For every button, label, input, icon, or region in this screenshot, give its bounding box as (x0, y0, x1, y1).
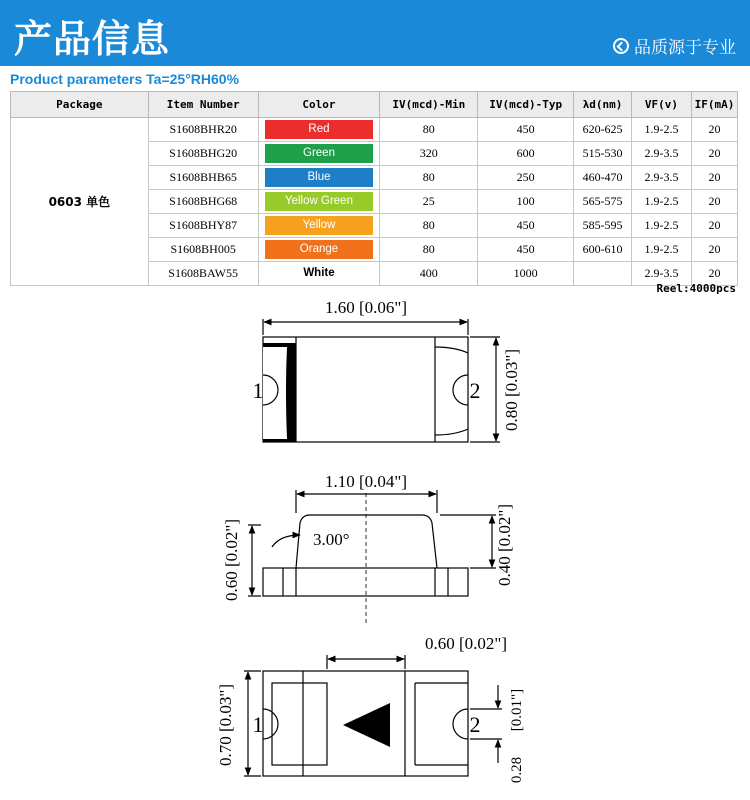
bottom-pad-2-label: 2 (469, 712, 481, 737)
column-header: Item Number (148, 92, 258, 118)
item-number-cell: S1608BHG20 (148, 142, 258, 166)
page-title: 产品信息 (14, 17, 171, 61)
color-cell (258, 118, 380, 142)
column-header: Package (11, 92, 149, 118)
color-cell (258, 214, 380, 238)
header-subtitle-text: 品质源于专业 (634, 38, 736, 58)
vf-cell: 1.9-2.5 (632, 118, 692, 142)
wavelength-cell: 565-575 (574, 190, 632, 214)
params-title: Product parameters Ta=25°RH60% (10, 71, 240, 87)
bottom-pad-gap-label: 0.28 (509, 756, 525, 784)
params-table (10, 91, 738, 286)
wavelength-cell: 620-625 (574, 118, 632, 142)
iv-min-cell: 400 (380, 262, 478, 286)
column-header: IV(mcd)-Typ (478, 92, 574, 118)
top-length-label: 1.60 [0.06"] (324, 298, 408, 317)
vf-cell: 2.9-3.5 (632, 142, 692, 166)
color-swatch: Blue (265, 168, 374, 187)
side-height-label: 0.60 [0.02"] (222, 518, 241, 602)
if-cell: 20 (691, 238, 737, 262)
item-number-cell: S1608BHB65 (148, 166, 258, 190)
top-width-label: 0.80 [0.03"] (502, 348, 521, 432)
column-header: IF(mA) (691, 92, 737, 118)
side-body-height-label: 0.40 [0.02"] (495, 503, 514, 587)
iv-typ-cell: 1000 (478, 262, 574, 286)
table-row (11, 118, 738, 142)
iv-min-cell: 80 (380, 118, 478, 142)
side-angle-label: 3.00° (313, 530, 350, 549)
bottom-pad-1-label: 1 (252, 712, 264, 737)
iv-min-cell: 25 (380, 190, 478, 214)
if-cell: 20 (691, 118, 737, 142)
color-swatch: White (265, 264, 374, 283)
vf-cell: 2.9-3.5 (632, 262, 692, 286)
pad-2-label: 2 (469, 378, 481, 403)
if-cell: 20 (691, 142, 737, 166)
table-header-row (11, 92, 738, 118)
color-cell (258, 190, 380, 214)
iv-typ-cell: 600 (478, 142, 574, 166)
reel-info: Reel:4000pcs (656, 282, 736, 295)
chevron-circle-icon (613, 38, 629, 54)
item-number-cell: S1608BAW55 (148, 262, 258, 286)
iv-typ-cell: 100 (478, 190, 574, 214)
color-swatch: Orange (265, 240, 374, 259)
iv-typ-cell: 450 (478, 118, 574, 142)
column-header: VF(v) (632, 92, 692, 118)
item-number-cell: S1608BHG68 (148, 190, 258, 214)
color-cell (258, 142, 380, 166)
color-swatch: Yellow (265, 216, 374, 235)
side-view (248, 490, 496, 625)
vf-cell: 1.9-2.5 (632, 190, 692, 214)
color-cell (258, 262, 380, 286)
color-cell (258, 166, 380, 190)
iv-min-cell: 80 (380, 166, 478, 190)
item-number-cell: S1608BHR20 (148, 118, 258, 142)
iv-min-cell: 80 (380, 214, 478, 238)
dimension-drawing (0, 295, 750, 800)
header-banner (0, 0, 750, 66)
vf-cell: 1.9-2.5 (632, 238, 692, 262)
wavelength-cell (574, 262, 632, 286)
vf-cell: 1.9-2.5 (632, 214, 692, 238)
column-header: IV(mcd)-Min (380, 92, 478, 118)
iv-min-cell: 80 (380, 238, 478, 262)
header-subtitle (613, 33, 736, 58)
color-swatch: Green (265, 144, 374, 163)
iv-min-cell: 320 (380, 142, 478, 166)
package-cell: 0603 单色 (11, 118, 149, 286)
iv-typ-cell: 250 (478, 166, 574, 190)
iv-typ-cell: 450 (478, 214, 574, 238)
wavelength-cell: 585-595 (574, 214, 632, 238)
color-swatch: Yellow Green (265, 192, 374, 211)
wavelength-cell: 600-610 (574, 238, 632, 262)
if-cell: 20 (691, 214, 737, 238)
bottom-small-dim-label: [0.01"] (509, 688, 525, 732)
item-number-cell: S1608BHY87 (148, 214, 258, 238)
if-cell: 20 (691, 190, 737, 214)
bottom-width-label: 0.70 [0.03"] (216, 683, 235, 767)
pad-1-label: 1 (252, 378, 264, 403)
table-body (11, 118, 738, 286)
wavelength-cell: 460-470 (574, 166, 632, 190)
wavelength-cell: 515-530 (574, 142, 632, 166)
iv-typ-cell: 450 (478, 238, 574, 262)
side-top-length-label: 1.10 [0.04"] (324, 472, 408, 491)
column-header: λd(nm) (574, 92, 632, 118)
if-cell: 20 (691, 166, 737, 190)
top-view (263, 319, 500, 442)
if-cell: 20 (691, 262, 737, 286)
color-cell (258, 238, 380, 262)
item-number-cell: S1608BH005 (148, 238, 258, 262)
vf-cell: 2.9-3.5 (632, 166, 692, 190)
color-swatch: Red (265, 120, 374, 139)
bottom-length-label: 0.60 [0.02"] (424, 634, 508, 653)
column-header: Color (258, 92, 380, 118)
